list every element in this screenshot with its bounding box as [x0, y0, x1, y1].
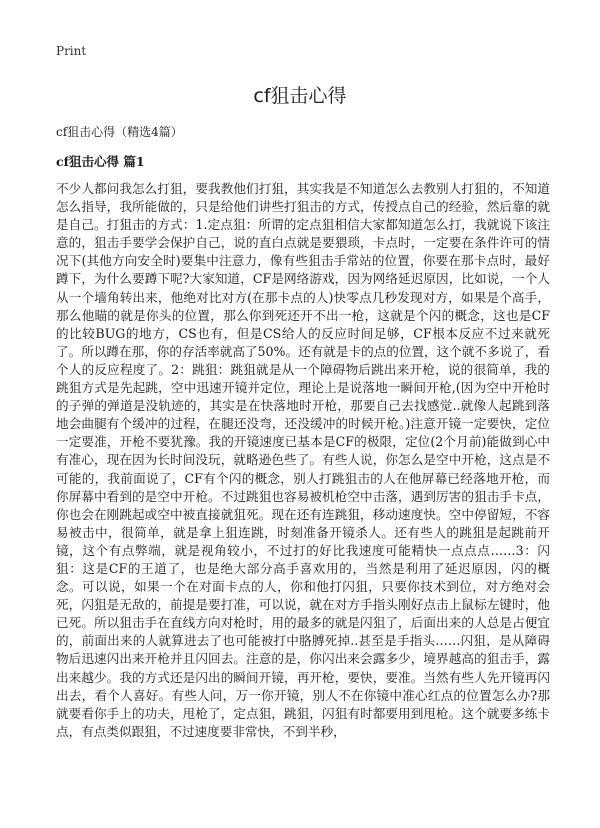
print-label: Print	[56, 44, 87, 58]
section-heading: cf狙击心得 篇1	[56, 154, 145, 169]
document-subtitle: cf狙击心得（精选4篇）	[56, 125, 183, 139]
document-title: cf狙击心得	[253, 85, 347, 107]
article-body: 不少人都问我怎么打狙，要我教他们打狙，其实我是不知道怎么去教别人打狙的，不知道怎么指导，我所能做的，只是给他们讲些打狙击的方式，传授点自己的经验，然后靠的就是自己。打狙击的方式：1.定点狙：所谓的定点狙相信大家都知道怎么打，我就说下该注意的，狙击手要学会保护自己，说的直白点就是要猥琐，卡点时，一定要在条件许可的情况下(其他方向安全时)要集中注意力，像有些狙击手常站的位置，你要在那卡点时，最好蹲下，为什么要蹲下呢?大家知道，CF是网络游戏，因为网络延迟原因，比如说，一个人从一个墙角转出来，他绝对比对方(在那卡点的人)快零点几秒发现对方，如果是个高手，那么他瞄的就是你头的位置，那么你到死还开不出一枪，这就是个闪的概念，这也是CF的比较BUG的地方，CS也有，但是CS给人的反应时间足够，CF根本反应不过来就死了。所以蹲在那，你的存活率就高了50%。还有就是卡的点的位置，这个就不多说了，看个人的反应程度了。2：跳狙：跳狙就是从一个障碍物后跳出来开枪，说的很简单，我的跳狙方式是先起跳，空中迅速开镜并定位，理论上是说落地一瞬间开枪,(因为空中开枪时的子弹的弹道是没轨迹的，其实是在快落地时开枪，那要自己去找感觉..就像人起跳到落地会曲腿有个缓冲的过程，在腿还没弯，还没缓冲的时候开枪。)注意开镜一定要快，定位一定要准，开枪不要犹豫。我的开镜速度已基本是CF的极限，定位(2个月前)能做到心中有准心，现在因为长时间没玩，就略逊色些了。有些人说，你怎么是空中开枪，这点是不可能的，我前面说了，CF有个闪的概念，别人打跳狙击的人在他屏幕已经落地开枪，而你屏幕中看到的是空中开枪。不过跳狙也容易被机枪空中击落，遇到厉害的狙击手卡点，你也会在刚跳起或空中被直接就狙死。现在还有连跳狙，移动速度快。空中停留短，不容易被击中，很简单，就是拿上狙连跳，时刻准备开镜杀人。还有些人的跳狙是起跳前开镜，这个有点弊端，就是视角较小，不过打的好比我速度可能精快一点点点……3：闪狙：这是CF的王道了，也是绝大部分高手喜欢用的，当然是利用了延迟原因，闪的概念。可以说，如果一个在对面卡点的人，你和他打闪狙，只要你技术到位，对方绝对会死，闪狙是无敌的，前提是要打准，可以说，就在对方手指头刚好点击上鼠标左键时，他已死。所以狙击手在直线方向对枪时，用的最多的就是闪狙了，后面出来的人总是占便宜的，前面出来的人就算进去了也可能被打中胳膊死掉..甚至是手指头……闪狙，是从障碍物后迅速闪出来开枪并且闪回去。注意的是，你闪出来会露多少，境界越高的狙击手，露出来越少。我的方式还是闪出的瞬间开镜，再开枪，要快，要准。当然有些人先开镜再闪出去，看个人喜好。有些人问，万一你开镜，别人不在你镜中准心红点的位置怎么办?那就要看你手上的功夫，甩枪了，定点狙，跳狙，闪狙有时都要用到甩枪。这个就要多练卡点，有点类似跟狙，不过速度要非常快，不到半秒，	[56, 181, 550, 739]
